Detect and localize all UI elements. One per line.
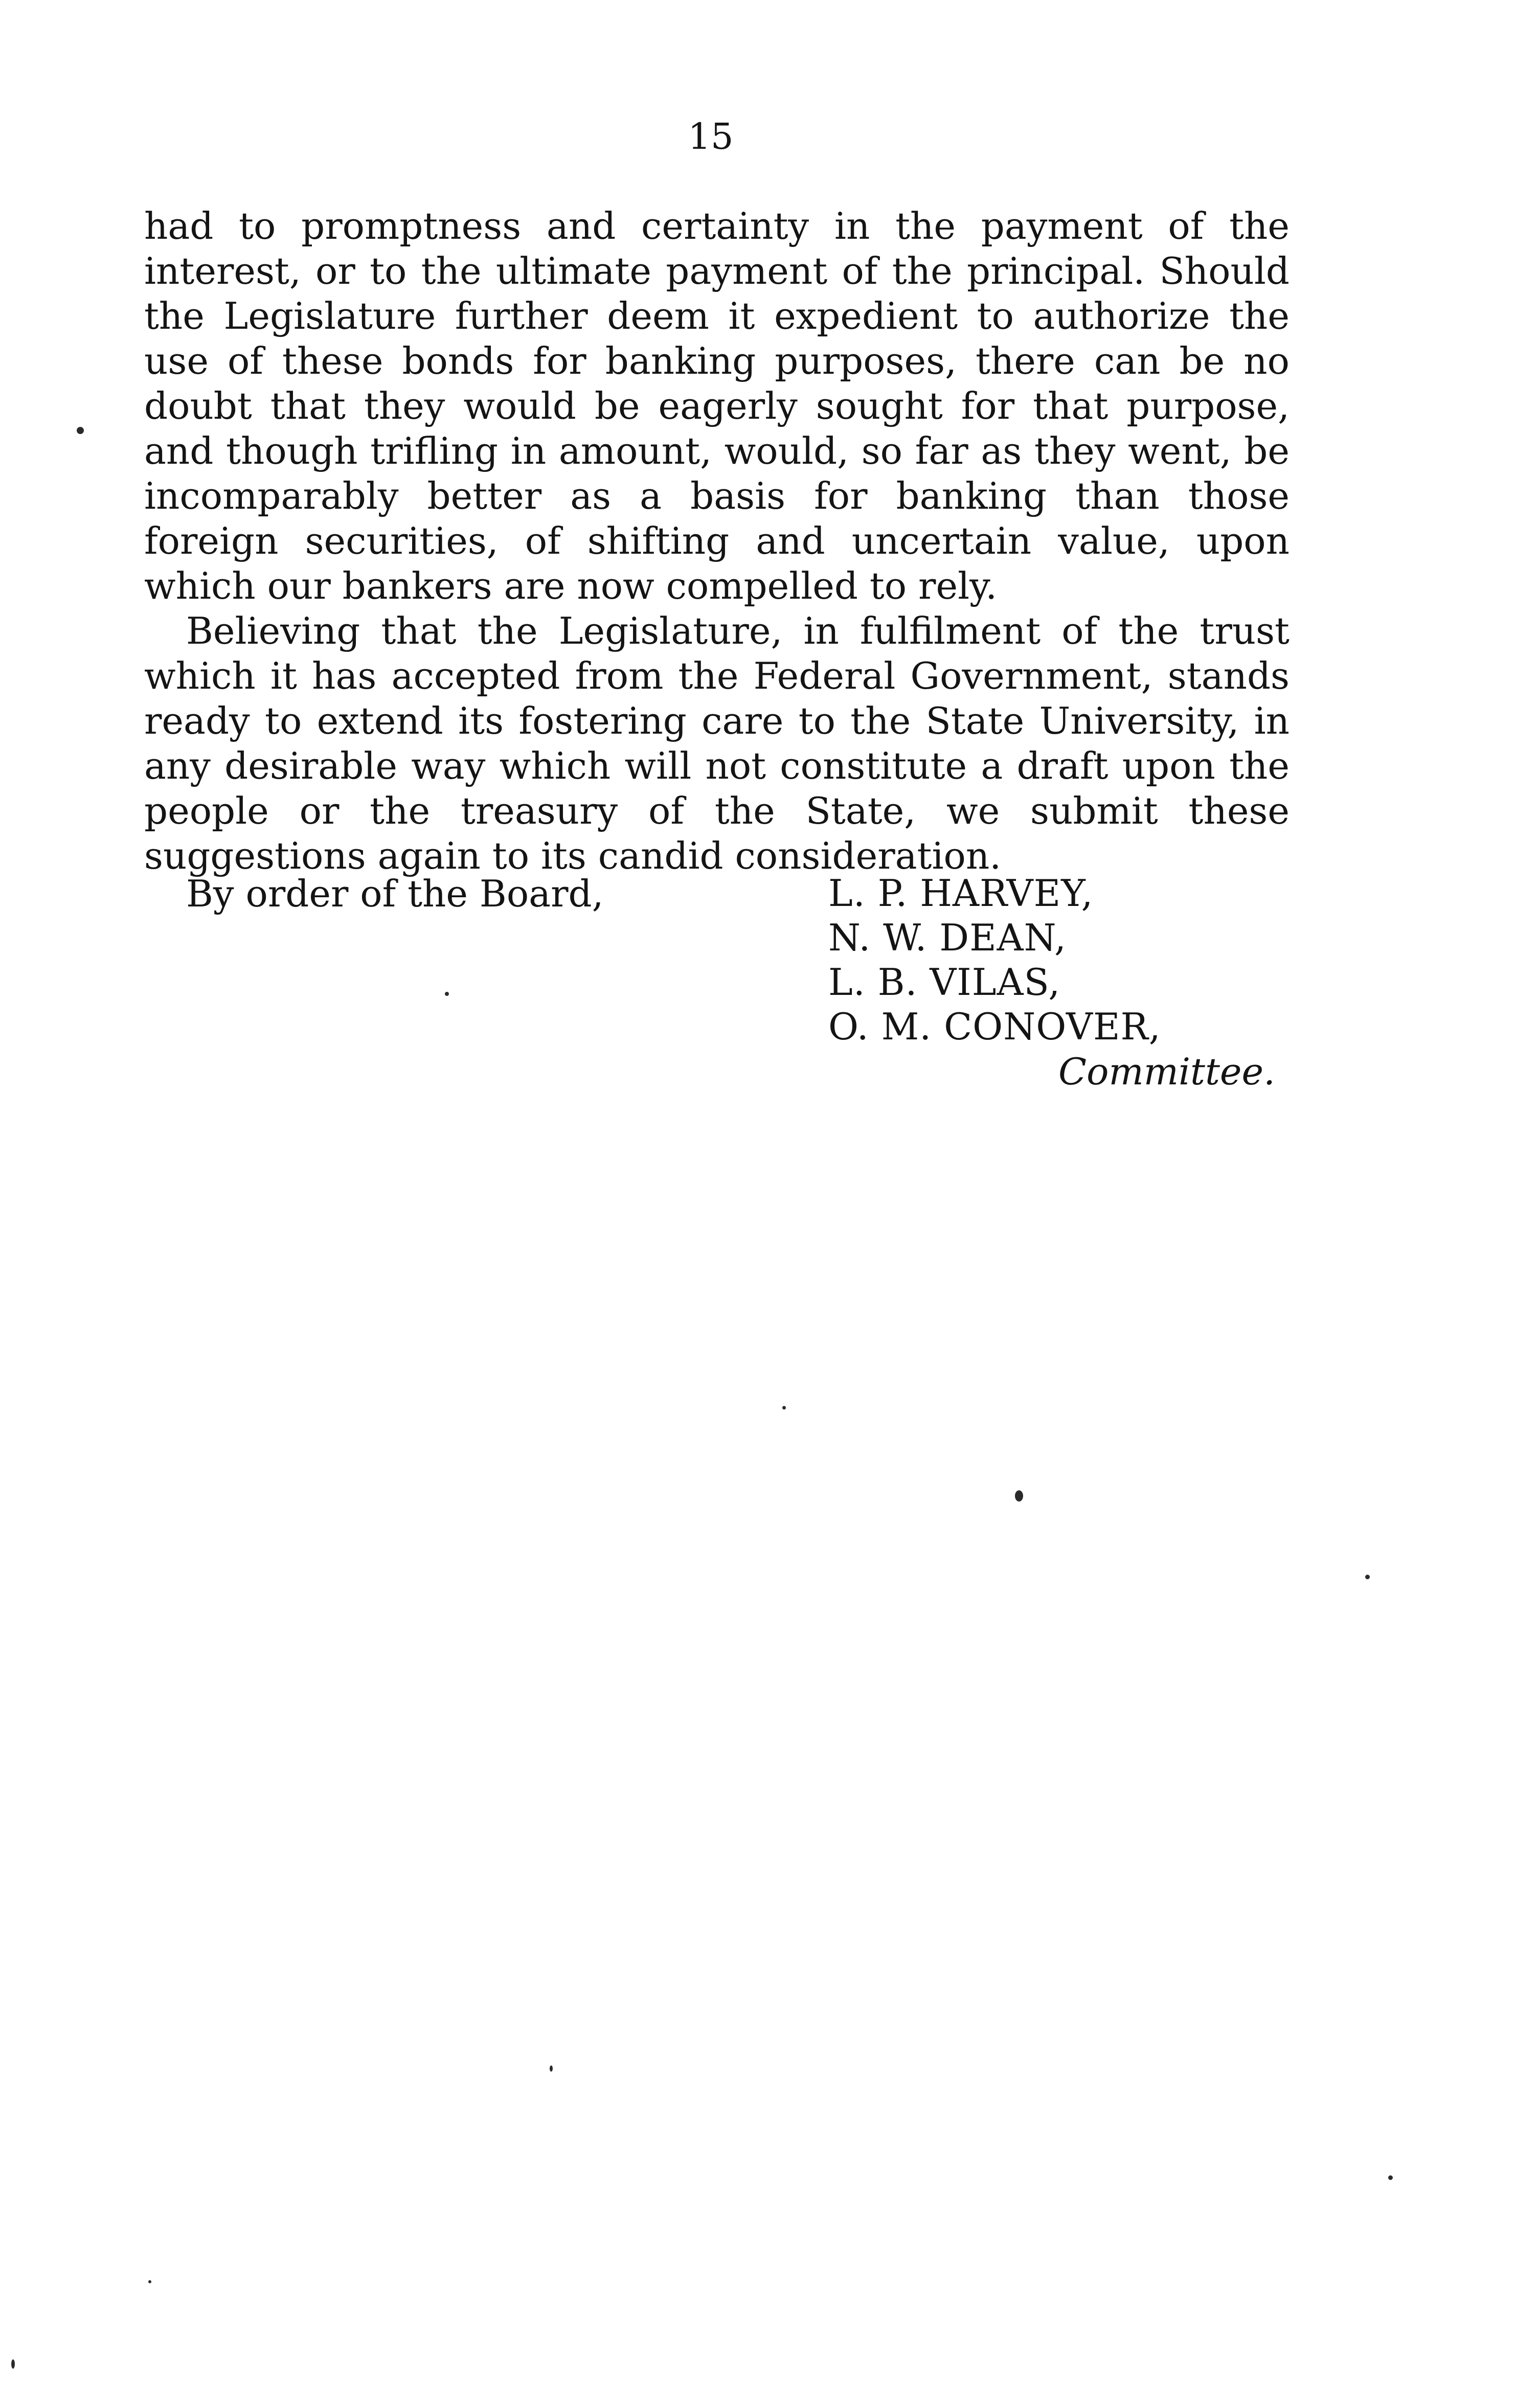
scan-speck [1015,1490,1023,1502]
signatory-conover: O. M. CONOVER, [828,1005,1161,1048]
signatory-vilas: L. B. VILAS, [828,961,1061,1004]
paragraph-believing: Believing that the Legislature, in fulfilment of the trust which it has accepted from the Federal Government, stands ready to extend its fostering care to the State University, in any desirable way which will not constitute a draft upon the people or the treasury of the State, we submit these suggestions again to its candid consideration. [144,609,1290,877]
signatory-harvey: L. P. HARVEY, [828,872,1094,915]
closing-by-order: By order of the Board, [186,872,604,915]
signatory-list [828,871,1161,1049]
scan-speck [445,992,449,996]
scan-speck [11,2359,15,2369]
paragraph-interest-payment: had to promptness and certainty in the payment of the interest, or to the ultimate payment of the principal. Should the Legislature further deem it expedient to authorize the use of these bonds for banking purposes, there can be no doubt that they would be eagerly sought for that purpose, and though trifling in amount, would, so far as they went, be incomparably better as a basis for banking than those foreign securities, of shifting and uncertain value, upon which our bankers are now compelled to rely. [144,205,1290,607]
scan-speck [148,2280,151,2283]
page-number: 15 [688,116,734,157]
scan-speck [1388,2175,1393,2180]
scan-speck [550,2065,553,2072]
scan-speck [1365,1575,1370,1579]
scan-speck [77,427,84,434]
body-text [144,203,1290,878]
signatory-dean: N. W. DEAN, [828,916,1067,959]
scan-speck [782,1406,786,1410]
committee-label: Committee. [1058,1050,1275,1093]
